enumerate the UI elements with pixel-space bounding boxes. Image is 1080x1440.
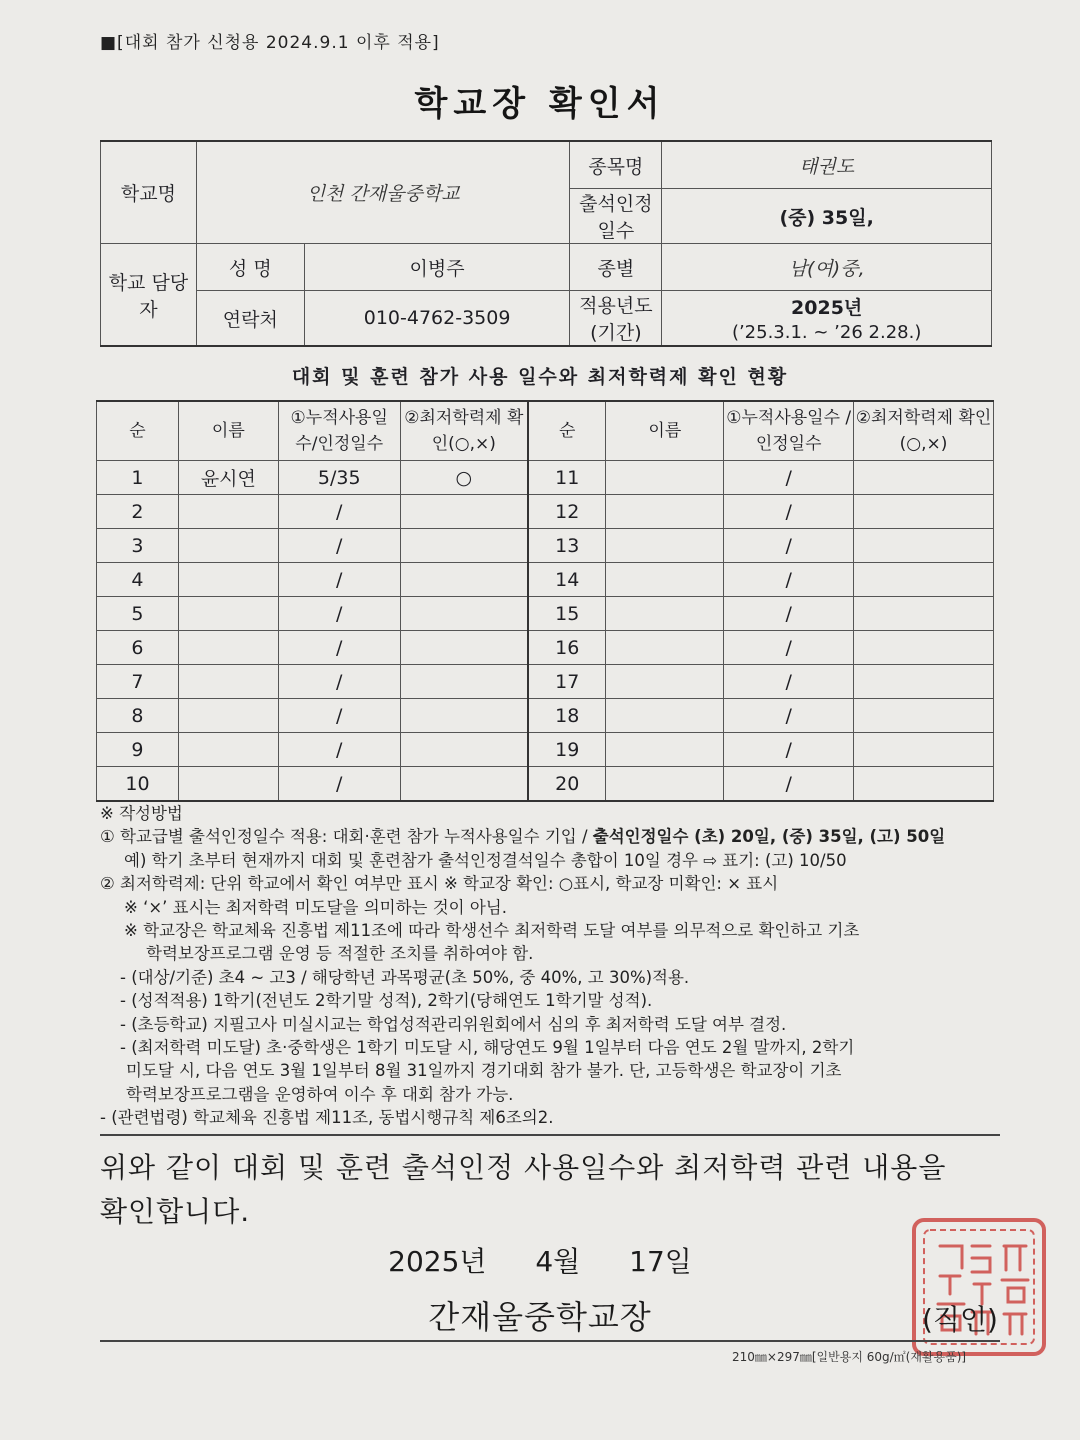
row-number: 19 xyxy=(528,733,606,767)
min-achievement-check xyxy=(854,631,994,665)
form-tag: ■[대회 참가 신청용 2024.9.1 이후 적용] xyxy=(100,33,440,53)
detail-item: - (최저학력 미도달) 초·중학생은 1학기 미도달 시, 해당연도 9월 1일부터 다음 연도 2월 말까지, 2학기 xyxy=(120,1038,855,1058)
min-achievement-check xyxy=(854,699,994,733)
min-achievement-check xyxy=(854,529,994,563)
row-number: 16 xyxy=(528,631,606,665)
detail-item: - (성적적용) 1학기(전년도 2학기말 성적), 2학기(당해연도 1학기말 성적). xyxy=(120,991,653,1011)
min-achievement-check xyxy=(854,767,994,802)
cumulative-days: / xyxy=(724,631,854,665)
min-achievement-check xyxy=(400,529,528,563)
period-label: 적용년도 (기간) xyxy=(570,291,662,347)
row-number: 11 xyxy=(528,461,606,495)
student-name xyxy=(178,665,278,699)
row-number: 13 xyxy=(528,529,606,563)
cumulative-days: / xyxy=(278,529,400,563)
manager-name-value: 이병주 xyxy=(304,244,570,291)
student-name xyxy=(178,563,278,597)
min-achievement-check xyxy=(854,563,994,597)
gender-label: 종별 xyxy=(570,244,662,291)
period-value: (’25.3.1. ~ ’26 2.28.) xyxy=(731,322,922,343)
min-achievement-check xyxy=(854,665,994,699)
note-2-text: ② 최저학력제: 단위 학교에서 확인 여부만 표시 ※ 학교장 확인: ○표시, 학교장 미확인: × 표시 xyxy=(100,874,779,894)
student-name xyxy=(606,529,724,563)
student-name xyxy=(606,597,724,631)
min-achievement-check xyxy=(400,631,528,665)
date-month: 4월 xyxy=(535,1245,581,1278)
min-achievement-check xyxy=(400,597,528,631)
cumulative-days: / xyxy=(724,495,854,529)
column-header: ①누적사용일수 /인정일수 xyxy=(724,401,854,461)
principal-title: 간재울중학교장 xyxy=(428,1298,652,1336)
divider xyxy=(100,1340,1000,1342)
note-1-text: ① 학교급별 출석인정일수 적용: 대회·훈련 참가 누적사용일수 기입 / xyxy=(100,827,593,847)
cumulative-days: / xyxy=(724,699,854,733)
manager-name-label: 성 명 xyxy=(196,244,304,291)
table-row xyxy=(97,495,994,529)
gender-value: 남(여)중, xyxy=(662,244,992,291)
row-number: 12 xyxy=(528,495,606,529)
student-name xyxy=(606,665,724,699)
table-row xyxy=(97,529,994,563)
column-header: ①누적사용일 수/인정일수 xyxy=(278,401,400,461)
student-name xyxy=(606,631,724,665)
row-number: 10 xyxy=(97,767,179,802)
column-header: 순 xyxy=(528,401,606,461)
min-achievement-check xyxy=(400,699,528,733)
row-number: 6 xyxy=(97,631,179,665)
min-achievement-check xyxy=(854,495,994,529)
student-name xyxy=(606,461,724,495)
min-achievement-check xyxy=(854,733,994,767)
table-row xyxy=(97,597,994,631)
year-value: 2025년 xyxy=(791,297,863,319)
student-name xyxy=(606,495,724,529)
cumulative-days: / xyxy=(724,529,854,563)
cumulative-days: / xyxy=(724,733,854,767)
contact-label: 연락처 xyxy=(196,291,304,347)
note-2-remark: 학력보장프로그램 운영 등 적절한 조치를 취하여야 함. xyxy=(146,944,534,964)
row-number: 5 xyxy=(97,597,179,631)
cumulative-days: / xyxy=(278,631,400,665)
section-title: 대회 및 훈련 참가 사용 일수와 최저학력제 확인 현황 xyxy=(291,366,789,388)
cumulative-days: / xyxy=(278,495,400,529)
student-name xyxy=(178,767,278,802)
table-row xyxy=(97,767,994,802)
cumulative-days: / xyxy=(724,665,854,699)
event-value: 태권도 xyxy=(662,141,992,189)
cumulative-days: / xyxy=(724,597,854,631)
instructions xyxy=(100,802,1000,1130)
row-number: 4 xyxy=(97,563,179,597)
cumulative-days: / xyxy=(278,699,400,733)
table-row xyxy=(97,733,994,767)
column-header: 이름 xyxy=(178,401,278,461)
min-achievement-check: ○ xyxy=(400,461,528,495)
paper-spec-footer: 210㎜×297㎜[일반용지 60g/㎡(재활용품)] xyxy=(732,1350,967,1364)
detail-item: 학력보장프로그램을 운영하여 이수 후 대회 참가 가능. xyxy=(126,1084,514,1104)
confirmation-text xyxy=(100,1146,1000,1234)
info-table xyxy=(100,140,992,347)
instructions-heading: ※ 작성방법 xyxy=(100,804,183,823)
min-achievement-check xyxy=(400,495,528,529)
student-name xyxy=(606,733,724,767)
row-number: 8 xyxy=(97,699,179,733)
cumulative-days: / xyxy=(278,767,400,802)
table-row xyxy=(97,461,994,495)
school-name-label: 학교명 xyxy=(101,141,197,244)
min-achievement-check xyxy=(400,767,528,802)
detail-item: 미도달 시, 다음 연도 3월 1일부터 8월 31일까지 경기대회 참가 불가. 단, 고등학생은 학교장이 기초 xyxy=(126,1061,842,1081)
cumulative-days: / xyxy=(724,767,854,802)
row-number: 20 xyxy=(528,767,606,802)
row-number: 18 xyxy=(528,699,606,733)
attendance-days-label: 출석인정 일수 xyxy=(570,189,662,244)
student-name xyxy=(606,563,724,597)
column-header: 이름 xyxy=(606,401,724,461)
row-number: 2 xyxy=(97,495,179,529)
confirmation-line: 위와 같이 대회 및 훈련 출석인정 사용일수와 최저학력 관련 내용을 xyxy=(100,1151,947,1184)
student-name xyxy=(178,699,278,733)
row-number: 15 xyxy=(528,597,606,631)
row-number: 14 xyxy=(528,563,606,597)
note-1-example: 예) 학기 초부터 현재까지 대회 및 훈련참가 출석인정결석일수 총합이 10일 경우 ⇨ 표기: (고) 10/50 xyxy=(124,850,847,870)
cumulative-days: / xyxy=(278,597,400,631)
date-year: 2025년 xyxy=(388,1245,487,1278)
student-name xyxy=(178,495,278,529)
detail-item: - (관련법령) 학교체육 진흥법 제11조, 동법시행규칙 제6조의2. xyxy=(100,1108,554,1128)
participation-table xyxy=(96,400,994,802)
column-header: ②최저학력제 확인(○,×) xyxy=(854,401,994,461)
student-name xyxy=(606,699,724,733)
min-achievement-check xyxy=(400,733,528,767)
detail-item: - (대상/기준) 초4 ~ 고3 / 해당학년 과목평균(초 50%, 중 40%, 고 30%)적용. xyxy=(120,967,690,987)
min-achievement-check xyxy=(854,597,994,631)
min-achievement-check xyxy=(854,461,994,495)
cumulative-days: / xyxy=(278,563,400,597)
detail-item: - (초등학교) 지필고사 미실시교는 학업성적관리위원회에서 심의 후 최저학력 도달 여부 결정. xyxy=(120,1014,787,1034)
column-header: ②최저학력제 확인(○,×) xyxy=(400,401,528,461)
school-name-value: 인천 간재울중학교 xyxy=(196,141,570,244)
row-number: 9 xyxy=(97,733,179,767)
student-name xyxy=(178,529,278,563)
table-header-row xyxy=(97,401,994,461)
attendance-days-value: (중) 35일, xyxy=(662,189,992,244)
school-manager-label: 학교 담당자 xyxy=(101,244,197,347)
confirmation-line: 확인합니다. xyxy=(100,1195,251,1228)
cumulative-days: / xyxy=(278,733,400,767)
period-cell xyxy=(662,291,992,347)
event-label: 종목명 xyxy=(570,141,662,189)
student-name xyxy=(178,733,278,767)
table-row xyxy=(97,699,994,733)
document-title: 학교장 확인서 xyxy=(414,84,666,124)
row-number: 7 xyxy=(97,665,179,699)
table-row xyxy=(97,631,994,665)
cumulative-days: 5/35 xyxy=(278,461,400,495)
row-number: 1 xyxy=(97,461,179,495)
row-number: 17 xyxy=(528,665,606,699)
cumulative-days: / xyxy=(724,563,854,597)
note-2-remark: ※ 학교장은 학교체육 진흥법 제11조에 따라 학생선수 최저학력 도달 여부를 의무적으로 확인하고 기초 xyxy=(124,921,860,941)
student-name xyxy=(178,631,278,665)
min-achievement-check xyxy=(400,563,528,597)
student-name xyxy=(606,767,724,802)
contact-value: 010-4762-3509 xyxy=(304,291,570,347)
cumulative-days: / xyxy=(724,461,854,495)
column-header: 순 xyxy=(97,401,179,461)
student-name xyxy=(178,597,278,631)
note-1-emphasis: 출석인정일수 (초) 20일, (중) 35일, (고) 50일 xyxy=(592,827,946,847)
cumulative-days: / xyxy=(278,665,400,699)
student-name: 윤시연 xyxy=(178,461,278,495)
row-number: 3 xyxy=(97,529,179,563)
table-row xyxy=(97,563,994,597)
divider xyxy=(100,1134,1000,1136)
min-achievement-check xyxy=(400,665,528,699)
note-2-remark: ※ ‘×’ 표시는 최저학력 미도달을 의미하는 것이 아님. xyxy=(124,897,507,917)
seal-label: (직인) xyxy=(922,1303,998,1336)
date-day: 17일 xyxy=(629,1245,692,1278)
table-row xyxy=(97,665,994,699)
